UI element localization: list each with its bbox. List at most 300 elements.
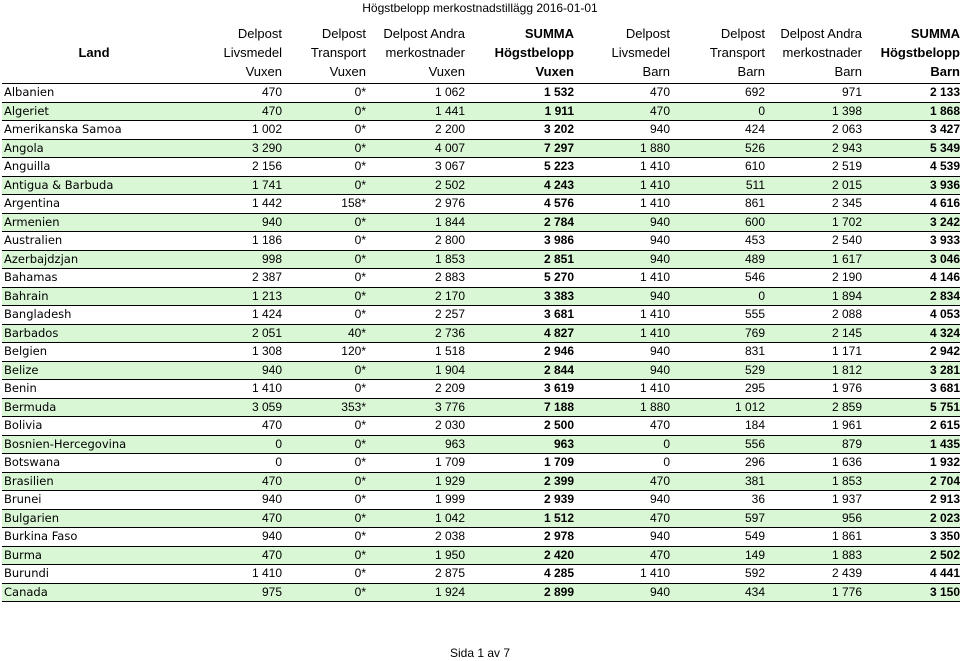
transport-barn-cell: 556 [672, 435, 767, 454]
transport-vuxen-cell: 0* [284, 250, 368, 269]
livsmedel-barn-cell: 1 410 [576, 158, 672, 177]
transport-barn-cell: 529 [672, 361, 767, 380]
livsmedel-barn-cell: 940 [576, 250, 672, 269]
summa-vuxen-cell: 4 243 [467, 176, 576, 195]
country-cell: Belgien [2, 343, 186, 362]
andra-merkostnader-barn-cell: 2 519 [767, 158, 864, 177]
header-transport-vuxen [284, 21, 368, 84]
page-title: Högstbelopp merkostnadstillägg 2016-01-01 [362, 1, 598, 15]
summa-barn-cell: 4 146 [864, 269, 960, 288]
transport-barn-cell: 434 [672, 583, 767, 602]
transport-barn-cell: 381 [672, 472, 767, 491]
transport-barn-cell: 546 [672, 269, 767, 288]
transport-barn-cell: 489 [672, 250, 767, 269]
transport-barn-cell: 1 012 [672, 398, 767, 417]
livsmedel-vuxen-cell: 2 051 [186, 324, 284, 343]
transport-vuxen-cell: 0* [284, 583, 368, 602]
summa-barn-cell: 2 502 [864, 546, 960, 565]
transport-vuxen-cell: 0* [284, 102, 368, 121]
transport-barn-cell: 610 [672, 158, 767, 177]
summa-vuxen-cell: 3 202 [467, 121, 576, 140]
transport-barn-cell: 295 [672, 380, 767, 399]
summa-barn-cell: 1 868 [864, 102, 960, 121]
header-line: Barn [834, 63, 862, 79]
country-cell: Brunei [2, 491, 186, 510]
livsmedel-vuxen-cell: 1 410 [186, 565, 284, 584]
table-row [2, 454, 960, 473]
table-row [2, 417, 960, 436]
transport-vuxen-cell: 0* [284, 546, 368, 565]
table-row [2, 546, 960, 565]
andra-merkostnader-barn-cell: 956 [767, 509, 864, 528]
andra-merkostnader-vuxen-cell: 963 [368, 435, 467, 454]
summa-vuxen-cell: 3 383 [467, 287, 576, 306]
header-line: Transport [709, 44, 765, 60]
summa-vuxen-cell: 2 784 [467, 213, 576, 232]
transport-vuxen-cell: 0* [284, 232, 368, 251]
summa-vuxen-cell: 2 420 [467, 546, 576, 565]
table-row [2, 195, 960, 214]
livsmedel-barn-cell: 940 [576, 213, 672, 232]
transport-vuxen-cell: 0* [284, 84, 368, 103]
transport-vuxen-cell: 0* [284, 121, 368, 140]
livsmedel-vuxen-cell: 1 186 [186, 232, 284, 251]
transport-vuxen-cell: 0* [284, 139, 368, 158]
livsmedel-barn-cell: 0 [576, 435, 672, 454]
andra-merkostnader-vuxen-cell: 1 441 [368, 102, 467, 121]
livsmedel-barn-cell: 940 [576, 491, 672, 510]
country-cell: Bermuda [2, 398, 186, 417]
andra-merkostnader-vuxen-cell: 2 976 [368, 195, 467, 214]
header-line: Delpost [720, 25, 765, 41]
table-row [2, 435, 960, 454]
amount-table [2, 21, 960, 602]
andra-merkostnader-vuxen-cell: 2 209 [368, 380, 467, 399]
livsmedel-vuxen-cell: 0 [186, 435, 284, 454]
livsmedel-barn-cell: 940 [576, 343, 672, 362]
transport-vuxen-cell: 120* [284, 343, 368, 362]
transport-vuxen-cell: 0* [284, 509, 368, 528]
country-cell: Belize [2, 361, 186, 380]
andra-merkostnader-barn-cell: 1 617 [767, 250, 864, 269]
summa-vuxen-cell: 3 619 [467, 380, 576, 399]
andra-merkostnader-vuxen-cell: 2 038 [368, 528, 467, 547]
country-cell: Burundi [2, 565, 186, 584]
livsmedel-barn-cell: 0 [576, 454, 672, 473]
livsmedel-vuxen-cell: 940 [186, 528, 284, 547]
transport-vuxen-cell: 0* [284, 472, 368, 491]
transport-barn-cell: 592 [672, 565, 767, 584]
transport-vuxen-cell: 0* [284, 176, 368, 195]
andra-merkostnader-barn-cell: 2 015 [767, 176, 864, 195]
summa-vuxen-cell: 7 297 [467, 139, 576, 158]
livsmedel-barn-cell: 470 [576, 509, 672, 528]
country-cell: Burma [2, 546, 186, 565]
transport-barn-cell: 36 [672, 491, 767, 510]
transport-vuxen-cell: 0* [284, 306, 368, 325]
header-andra-merkostnader-vuxen [368, 21, 467, 84]
summa-barn-cell: 2 704 [864, 472, 960, 491]
summa-barn-cell: 2 834 [864, 287, 960, 306]
transport-barn-cell: 692 [672, 84, 767, 103]
livsmedel-vuxen-cell: 1 741 [186, 176, 284, 195]
livsmedel-barn-cell: 1 880 [576, 139, 672, 158]
table-body [2, 84, 960, 602]
livsmedel-barn-cell: 1 880 [576, 398, 672, 417]
summa-vuxen-cell: 3 986 [467, 232, 576, 251]
country-cell: Antigua & Barbuda [2, 176, 186, 195]
header-land [2, 21, 186, 84]
country-cell: Algeriet [2, 102, 186, 121]
summa-vuxen-cell: 5 270 [467, 269, 576, 288]
transport-barn-cell: 453 [672, 232, 767, 251]
table-row [2, 139, 960, 158]
summa-barn-cell: 3 933 [864, 232, 960, 251]
andra-merkostnader-vuxen-cell: 1 709 [368, 454, 467, 473]
table-row [2, 361, 960, 380]
andra-merkostnader-vuxen-cell: 3 776 [368, 398, 467, 417]
andra-merkostnader-vuxen-cell: 2 736 [368, 324, 467, 343]
livsmedel-vuxen-cell: 1 424 [186, 306, 284, 325]
summa-barn-cell: 2 913 [864, 491, 960, 510]
andra-merkostnader-vuxen-cell: 2 170 [368, 287, 467, 306]
andra-merkostnader-barn-cell: 2 063 [767, 121, 864, 140]
livsmedel-barn-cell: 940 [576, 528, 672, 547]
andra-merkostnader-barn-cell: 2 088 [767, 306, 864, 325]
andra-merkostnader-barn-cell: 1 937 [767, 491, 864, 510]
table-header [2, 21, 960, 84]
table-row [2, 121, 960, 140]
summa-vuxen-cell: 2 899 [467, 583, 576, 602]
country-cell: Barbados [2, 324, 186, 343]
livsmedel-vuxen-cell: 1 213 [186, 287, 284, 306]
header-line: Barn [737, 63, 765, 79]
table-row [2, 269, 960, 288]
andra-merkostnader-vuxen-cell: 3 067 [368, 158, 467, 177]
country-cell: Canada [2, 583, 186, 602]
summa-barn-cell: 3 281 [864, 361, 960, 380]
header-line: Barn [930, 63, 960, 79]
livsmedel-vuxen-cell: 0 [186, 454, 284, 473]
livsmedel-barn-cell: 940 [576, 583, 672, 602]
livsmedel-barn-cell: 1 410 [576, 565, 672, 584]
andra-merkostnader-vuxen-cell: 2 800 [368, 232, 467, 251]
andra-merkostnader-barn-cell: 2 859 [767, 398, 864, 417]
andra-merkostnader-barn-cell: 1 883 [767, 546, 864, 565]
country-cell: Bangladesh [2, 306, 186, 325]
livsmedel-barn-cell: 470 [576, 102, 672, 121]
transport-barn-cell: 0 [672, 287, 767, 306]
header-line: Vuxen [428, 63, 465, 79]
summa-barn-cell: 2 133 [864, 84, 960, 103]
livsmedel-barn-cell: 940 [576, 287, 672, 306]
andra-merkostnader-vuxen-cell: 1 844 [368, 213, 467, 232]
andra-merkostnader-vuxen-cell: 1 999 [368, 491, 467, 510]
country-cell: Bahrain [2, 287, 186, 306]
transport-barn-cell: 149 [672, 546, 767, 565]
table-row [2, 324, 960, 343]
andra-merkostnader-barn-cell: 2 190 [767, 269, 864, 288]
andra-merkostnader-barn-cell: 1 171 [767, 343, 864, 362]
transport-barn-cell: 597 [672, 509, 767, 528]
livsmedel-vuxen-cell: 470 [186, 417, 284, 436]
country-cell: Angola [2, 139, 186, 158]
header-line: Högstbelopp [880, 44, 960, 60]
andra-merkostnader-barn-cell: 2 540 [767, 232, 864, 251]
andra-merkostnader-barn-cell: 1 853 [767, 472, 864, 491]
andra-merkostnader-vuxen-cell: 2 030 [368, 417, 467, 436]
transport-barn-cell: 296 [672, 454, 767, 473]
livsmedel-vuxen-cell: 940 [186, 213, 284, 232]
table-row [2, 232, 960, 251]
transport-barn-cell: 424 [672, 121, 767, 140]
transport-vuxen-cell: 0* [284, 380, 368, 399]
andra-merkostnader-barn-cell: 879 [767, 435, 864, 454]
header-andra-merkostnader-barn [767, 21, 864, 84]
header-line: Vuxen [245, 63, 282, 79]
livsmedel-barn-cell: 1 410 [576, 195, 672, 214]
header-line: SUMMA [524, 25, 574, 41]
summa-vuxen-cell: 2 946 [467, 343, 576, 362]
summa-vuxen-cell: 2 844 [467, 361, 576, 380]
summa-barn-cell: 5 751 [864, 398, 960, 417]
livsmedel-vuxen-cell: 975 [186, 583, 284, 602]
andra-merkostnader-barn-cell: 2 145 [767, 324, 864, 343]
country-cell: Amerikanska Samoa [2, 121, 186, 140]
andra-merkostnader-vuxen-cell: 4 007 [368, 139, 467, 158]
summa-barn-cell: 3 242 [864, 213, 960, 232]
header-line: Vuxen [535, 63, 574, 79]
summa-barn-cell: 3 046 [864, 250, 960, 269]
header-line: Land [78, 44, 110, 60]
andra-merkostnader-barn-cell: 1 861 [767, 528, 864, 547]
table-row [2, 472, 960, 491]
header-line: merkostnader [385, 44, 465, 60]
summa-vuxen-cell: 1 512 [467, 509, 576, 528]
livsmedel-barn-cell: 940 [576, 361, 672, 380]
andra-merkostnader-vuxen-cell: 1 950 [368, 546, 467, 565]
header-livsmedel-barn [576, 21, 672, 84]
header-line: Livsmedel [223, 44, 282, 60]
header-line: Transport [310, 44, 366, 60]
table-row [2, 102, 960, 121]
transport-barn-cell: 0 [672, 102, 767, 121]
andra-merkostnader-barn-cell: 1 976 [767, 380, 864, 399]
summa-vuxen-cell: 5 223 [467, 158, 576, 177]
transport-barn-cell: 769 [672, 324, 767, 343]
livsmedel-barn-cell: 1 410 [576, 324, 672, 343]
transport-vuxen-cell: 0* [284, 565, 368, 584]
andra-merkostnader-barn-cell: 2 943 [767, 139, 864, 158]
livsmedel-vuxen-cell: 470 [186, 509, 284, 528]
summa-barn-cell: 4 053 [864, 306, 960, 325]
andra-merkostnader-vuxen-cell: 1 924 [368, 583, 467, 602]
livsmedel-vuxen-cell: 998 [186, 250, 284, 269]
header-line: SUMMA [910, 25, 960, 41]
summa-vuxen-cell: 1 532 [467, 84, 576, 103]
transport-vuxen-cell: 353* [284, 398, 368, 417]
summa-barn-cell: 4 441 [864, 565, 960, 584]
header-line: Vuxen [329, 63, 366, 79]
andra-merkostnader-barn-cell: 971 [767, 84, 864, 103]
andra-merkostnader-barn-cell: 1 961 [767, 417, 864, 436]
summa-barn-cell: 2 023 [864, 509, 960, 528]
summa-vuxen-cell: 2 978 [467, 528, 576, 547]
header-line: Delpost [321, 25, 366, 41]
header-line: Delpost [625, 25, 670, 41]
livsmedel-barn-cell: 940 [576, 121, 672, 140]
country-cell: Australien [2, 232, 186, 251]
summa-barn-cell: 3 150 [864, 583, 960, 602]
summa-barn-cell: 3 350 [864, 528, 960, 547]
header-row [2, 21, 960, 84]
livsmedel-vuxen-cell: 3 059 [186, 398, 284, 417]
summa-barn-cell: 3 427 [864, 121, 960, 140]
country-cell: Anguilla [2, 158, 186, 177]
livsmedel-barn-cell: 1 410 [576, 176, 672, 195]
livsmedel-vuxen-cell: 2 156 [186, 158, 284, 177]
andra-merkostnader-barn-cell: 1 776 [767, 583, 864, 602]
livsmedel-vuxen-cell: 2 387 [186, 269, 284, 288]
andra-merkostnader-vuxen-cell: 1 062 [368, 84, 467, 103]
summa-vuxen-cell: 2 939 [467, 491, 576, 510]
andra-merkostnader-vuxen-cell: 2 883 [368, 269, 467, 288]
transport-vuxen-cell: 0* [284, 213, 368, 232]
country-cell: Bulgarien [2, 509, 186, 528]
transport-vuxen-cell: 0* [284, 158, 368, 177]
andra-merkostnader-vuxen-cell: 2 502 [368, 176, 467, 195]
table-row [2, 491, 960, 510]
table-row [2, 528, 960, 547]
livsmedel-barn-cell: 470 [576, 417, 672, 436]
summa-vuxen-cell: 1 709 [467, 454, 576, 473]
table-row [2, 158, 960, 177]
country-cell: Bahamas [2, 269, 186, 288]
livsmedel-vuxen-cell: 470 [186, 84, 284, 103]
andra-merkostnader-barn-cell: 1 636 [767, 454, 864, 473]
transport-barn-cell: 831 [672, 343, 767, 362]
summa-vuxen-cell: 2 851 [467, 250, 576, 269]
livsmedel-vuxen-cell: 470 [186, 472, 284, 491]
livsmedel-vuxen-cell: 940 [186, 491, 284, 510]
andra-merkostnader-vuxen-cell: 2 257 [368, 306, 467, 325]
header-transport-barn [672, 21, 767, 84]
transport-vuxen-cell: 0* [284, 361, 368, 380]
summa-vuxen-cell: 1 911 [467, 102, 576, 121]
transport-vuxen-cell: 158* [284, 195, 368, 214]
livsmedel-vuxen-cell: 1 308 [186, 343, 284, 362]
livsmedel-vuxen-cell: 1 442 [186, 195, 284, 214]
summa-barn-cell: 4 616 [864, 195, 960, 214]
summa-barn-cell: 4 539 [864, 158, 960, 177]
summa-vuxen-cell: 4 576 [467, 195, 576, 214]
livsmedel-vuxen-cell: 1 002 [186, 121, 284, 140]
livsmedel-vuxen-cell: 470 [186, 102, 284, 121]
country-cell: Brasilien [2, 472, 186, 491]
andra-merkostnader-vuxen-cell: 1 929 [368, 472, 467, 491]
country-cell: Albanien [2, 84, 186, 103]
summa-vuxen-cell: 2 500 [467, 417, 576, 436]
table-row [2, 250, 960, 269]
summa-vuxen-cell: 7 188 [467, 398, 576, 417]
andra-merkostnader-vuxen-cell: 1 904 [368, 361, 467, 380]
andra-merkostnader-barn-cell: 2 345 [767, 195, 864, 214]
table-row [2, 213, 960, 232]
andra-merkostnader-barn-cell: 1 398 [767, 102, 864, 121]
country-cell: Bolivia [2, 417, 186, 436]
summa-vuxen-cell: 963 [467, 435, 576, 454]
summa-barn-cell: 2 942 [864, 343, 960, 362]
andra-merkostnader-vuxen-cell: 1 518 [368, 343, 467, 362]
table-row [2, 583, 960, 602]
header-line: Delpost Andra [383, 25, 465, 41]
livsmedel-vuxen-cell: 1 410 [186, 380, 284, 399]
country-cell: Armenien [2, 213, 186, 232]
livsmedel-barn-cell: 470 [576, 546, 672, 565]
andra-merkostnader-vuxen-cell: 1 042 [368, 509, 467, 528]
table-row [2, 84, 960, 103]
country-cell: Bosnien-Hercegovina [2, 435, 186, 454]
table-row [2, 343, 960, 362]
livsmedel-barn-cell: 1 410 [576, 269, 672, 288]
table-row [2, 509, 960, 528]
header-line: Högstbelopp [494, 44, 574, 60]
transport-barn-cell: 526 [672, 139, 767, 158]
summa-barn-cell: 3 681 [864, 380, 960, 399]
header-line: Livsmedel [611, 44, 670, 60]
andra-merkostnader-barn-cell: 2 439 [767, 565, 864, 584]
summa-barn-cell: 1 932 [864, 454, 960, 473]
transport-barn-cell: 861 [672, 195, 767, 214]
table-row [2, 565, 960, 584]
country-cell: Argentina [2, 195, 186, 214]
summa-barn-cell: 1 435 [864, 435, 960, 454]
summa-vuxen-cell: 2 399 [467, 472, 576, 491]
header-livsmedel-vuxen [186, 21, 284, 84]
andra-merkostnader-barn-cell: 1 812 [767, 361, 864, 380]
transport-barn-cell: 549 [672, 528, 767, 547]
transport-vuxen-cell: 0* [284, 454, 368, 473]
country-cell: Azerbajdzjan [2, 250, 186, 269]
header-line: merkostnader [782, 44, 862, 60]
andra-merkostnader-barn-cell: 1 894 [767, 287, 864, 306]
transport-vuxen-cell: 40* [284, 324, 368, 343]
transport-vuxen-cell: 0* [284, 287, 368, 306]
header-summa-barn [864, 21, 960, 84]
summa-vuxen-cell: 3 681 [467, 306, 576, 325]
livsmedel-barn-cell: 940 [576, 232, 672, 251]
transport-barn-cell: 511 [672, 176, 767, 195]
header-line: Barn [642, 63, 670, 79]
summa-vuxen-cell: 4 285 [467, 565, 576, 584]
transport-vuxen-cell: 0* [284, 528, 368, 547]
summa-barn-cell: 3 936 [864, 176, 960, 195]
country-cell: Benin [2, 380, 186, 399]
summa-barn-cell: 4 324 [864, 324, 960, 343]
transport-vuxen-cell: 0* [284, 491, 368, 510]
table-row [2, 306, 960, 325]
table-row [2, 176, 960, 195]
table-row [2, 287, 960, 306]
livsmedel-vuxen-cell: 3 290 [186, 139, 284, 158]
summa-vuxen-cell: 4 827 [467, 324, 576, 343]
summa-barn-cell: 2 615 [864, 417, 960, 436]
header-summa-vuxen [467, 21, 576, 84]
summa-barn-cell: 5 349 [864, 139, 960, 158]
livsmedel-barn-cell: 470 [576, 472, 672, 491]
livsmedel-barn-cell: 1 410 [576, 306, 672, 325]
livsmedel-vuxen-cell: 470 [186, 546, 284, 565]
